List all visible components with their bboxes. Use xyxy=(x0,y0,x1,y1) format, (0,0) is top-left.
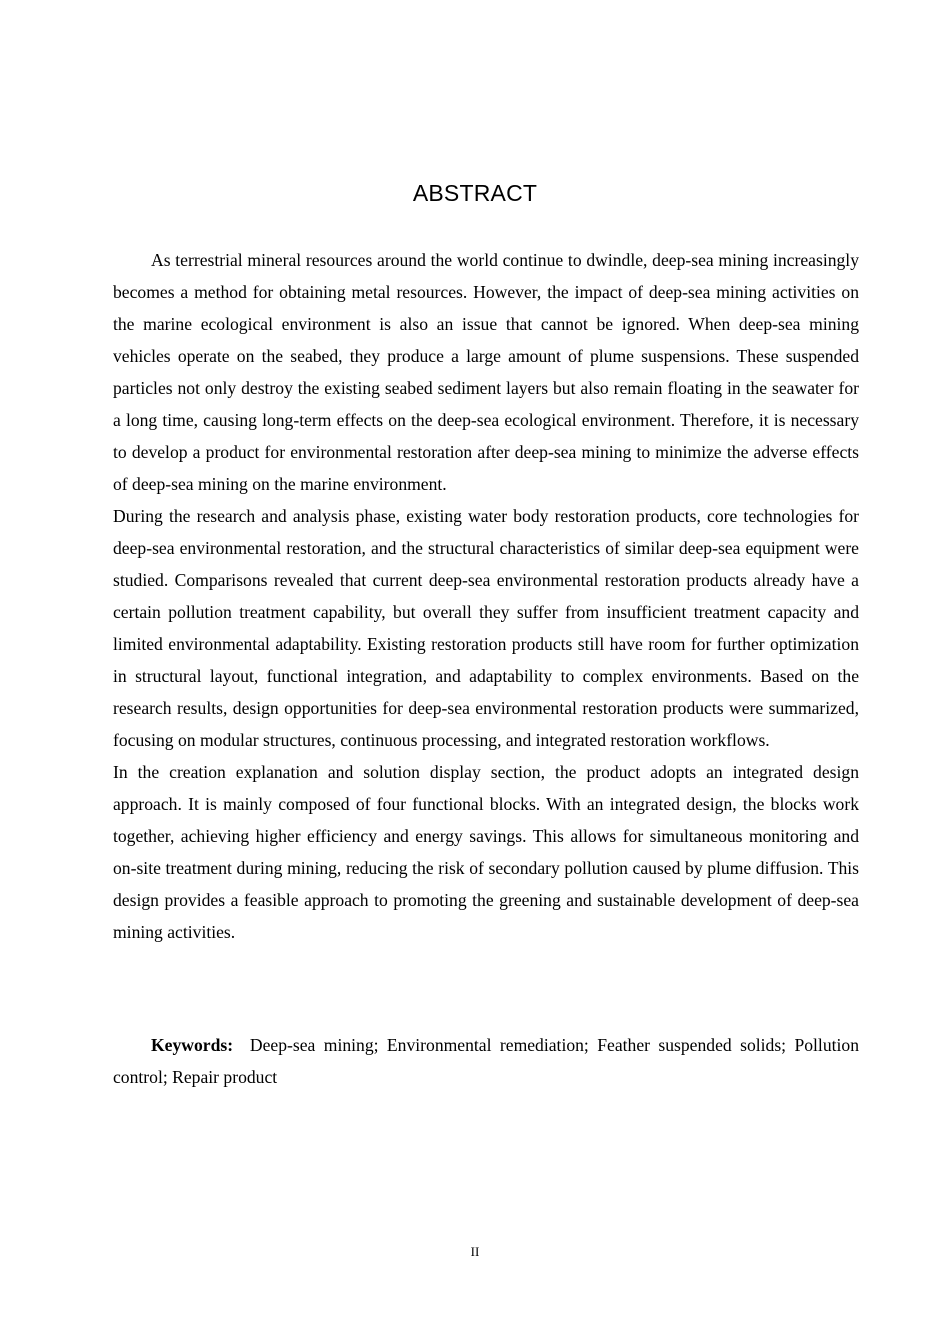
abstract-paragraph-1: As terrestrial mineral resources around the world continue to dwindle, deep-sea mining increasingly becomes a method for obtaining metal resources. However, the impact of deep-sea mining activities on the marine ecological environment is also an issue that cannot be ignored. When deep-sea mining vehicles operate on the seabed, they produce a large amount of plume suspensions. These suspended particles not only destroy the existing seabed sediment layers but also remain floating in the seawater for a long time, causing long-term effects on the deep-sea ecological environment. Therefore, it is necessary to develop a product for environmental restoration after deep-sea mining to minimize the adverse effects of deep-sea mining on the marine environment. xyxy=(113,250,859,494)
abstract-paragraph-2: During the research and analysis phase, existing water body restoration products, core technologies for deep-sea environmental restoration, and the structural characteristics of similar deep-sea equipment were studied. Comparisons revealed that current deep-sea environmental restoration products already have a certain pollution treatment capability, but overall they suffer from insufficient treatment capacity and limited environmental adaptability. Existing restoration products still have room for further optimization in structural layout, functional integration, and adaptability to complex environments. Based on the research results, design opportunities for deep-sea environmental restoration products were summarized, focusing on modular structures, continuous processing, and integrated restoration workflows. xyxy=(113,506,859,750)
keywords-label: Keywords: xyxy=(151,1035,234,1055)
page-number: II xyxy=(470,1244,480,1259)
keywords-text: Deep-sea mining; Environmental remediation; Feather suspended solids; Pollution control; Repair product xyxy=(113,1035,859,1087)
abstract-paragraph-3: In the creation explanation and solution display section, the product adopts an integrated design approach. It is mainly composed of four functional blocks. With an integrated design, the blocks work together, achieving higher efficiency and energy savings. This allows for simultaneous monitoring and on-site treatment during mining, reducing the risk of secondary pollution caused by plume diffusion. This design provides a feasible approach to promoting the greening and sustainable development of deep-sea mining activities. xyxy=(113,762,859,942)
abstract-title: ABSTRACT xyxy=(412,180,538,206)
keywords-line xyxy=(113,1029,859,1093)
abstract-body xyxy=(113,244,859,948)
